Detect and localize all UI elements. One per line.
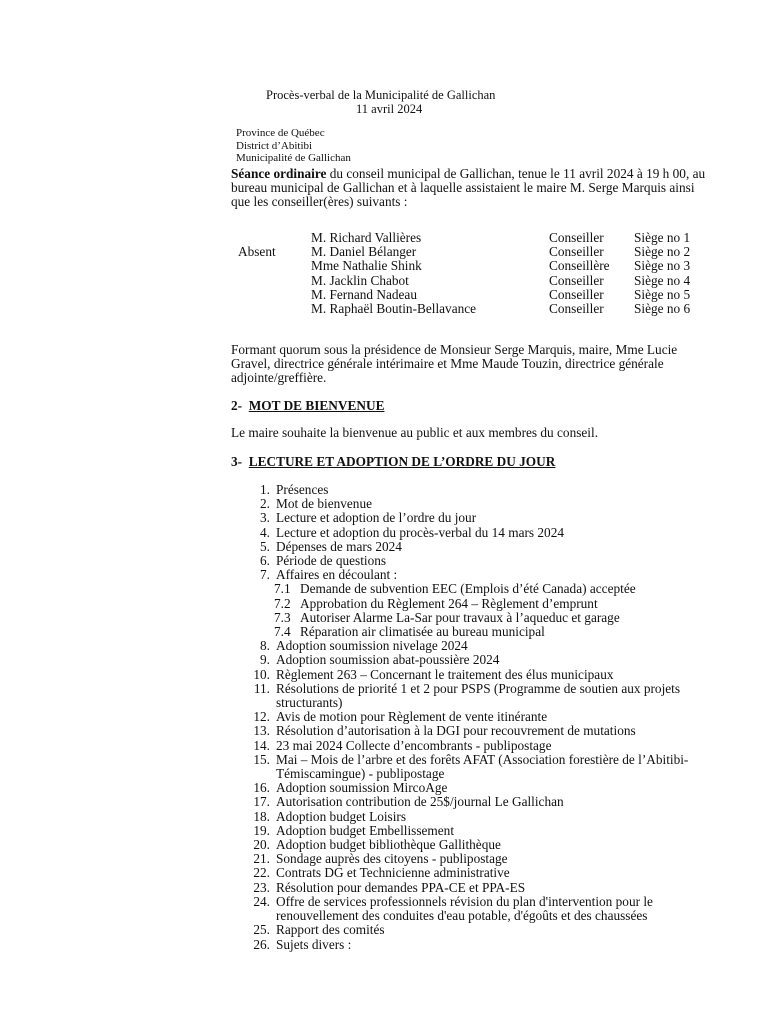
agenda-item-text: Sujets divers : <box>276 936 352 952</box>
intro-paragraph <box>231 167 711 210</box>
agenda-item-text: Adoption budget bibliothèque Gallithèque <box>276 837 501 853</box>
agenda-item <box>250 639 720 653</box>
agenda-item-text: Sondage auprès des citoyens - publipostage <box>276 851 508 867</box>
agenda-item-number: 13. <box>253 723 270 739</box>
agenda-item-number: 24. <box>253 893 270 909</box>
agenda-item-number: 12. <box>253 709 270 725</box>
agenda-item <box>250 511 720 525</box>
agenda-item <box>250 483 720 497</box>
section-3-title: LECTURE ET ADOPTION DE L’ORDRE DU JOUR <box>248 454 556 469</box>
agenda-item-number: 9. <box>260 652 270 668</box>
council-seat: Siège no 3 <box>634 258 691 274</box>
agenda-list <box>250 483 720 952</box>
agenda-item-text: Contrats DG et Technicienne administrative <box>276 865 510 881</box>
agenda-item <box>250 568 720 582</box>
quorum-paragraph: Formant quorum sous la présidence de Monsieur Serge Marquis, maire, Mme Lucie Gravel, directrice générale intérimaire et Mme Maude Touzin, directrice générale adjointe/greffière. <box>231 342 678 386</box>
agenda-item-number: 11. <box>253 680 270 696</box>
agenda-item-text: Rapport des comités <box>276 922 385 938</box>
agenda-item-text: Mai – Mois de l’arbre et des forêts AFAT (Association forestière de l’Abitibi-Témiscamingue) - publipostage <box>276 751 689 782</box>
agenda-item-text: Réparation air climatisée au bureau municipal <box>300 624 545 640</box>
council-name: M. Jacklin Chabot <box>311 272 409 288</box>
document-date: 11 avril 2024 <box>356 102 423 116</box>
region-district: District d’Abitibi <box>236 139 313 152</box>
agenda-item <box>250 938 720 952</box>
agenda-item-number: 18. <box>253 808 270 824</box>
section-2-title: MOT DE BIENVENUE <box>248 398 385 413</box>
agenda-item-number: 7. <box>260 567 270 583</box>
council-seat: Siège no 4 <box>634 272 691 288</box>
agenda-subitem <box>250 597 720 611</box>
agenda-item-text: Affaires en découlant : <box>276 567 398 583</box>
council-role: Conseiller <box>549 286 604 302</box>
agenda-item-text: Adoption budget Embellissement <box>276 822 455 838</box>
agenda-item <box>250 781 720 795</box>
agenda-item-text: Approbation du Règlement 264 – Règlement d’emprunt <box>300 595 598 611</box>
document-title: Procès-verbal de la Municipalité de Gallichan <box>266 88 496 102</box>
agenda-item-number: 16. <box>253 780 270 796</box>
agenda-item-text: Adoption soumission nivelage 2024 <box>276 638 468 654</box>
agenda-item-number: 23. <box>253 879 270 895</box>
council-name: M. Daniel Bélanger <box>311 244 417 260</box>
agenda-item-text: Adoption soumission abat-poussière 2024 <box>276 652 500 668</box>
agenda-item-number: 7.1 <box>274 581 291 597</box>
agenda-item-text: Adoption soumission MircoAge <box>276 780 448 796</box>
section-3-heading <box>231 455 555 469</box>
agenda-item-text: Adoption budget Loisirs <box>276 808 407 824</box>
agenda-item <box>250 923 720 937</box>
agenda-item <box>250 682 720 710</box>
region-municipality: Municipalité de Gallichan <box>236 152 351 164</box>
agenda-item <box>250 753 720 781</box>
welcome-paragraph: Le maire souhaite la bienvenue au public et aux membres du conseil. <box>231 425 599 440</box>
council-role: Conseiller <box>549 244 604 260</box>
council-seat: Siège no 2 <box>634 244 691 260</box>
agenda-item <box>250 810 720 824</box>
agenda-item <box>250 881 720 895</box>
council-role: Conseiller <box>549 272 604 288</box>
agenda-item <box>250 668 720 682</box>
agenda-item-text: Autoriser Alarme La-Sar pour travaux à l’aqueduc et garage <box>300 609 620 625</box>
agenda-item-text: Résolution pour demandes PPA-CE et PPA-ES <box>276 879 526 895</box>
agenda-item-text: Dépenses de mars 2024 <box>276 538 402 554</box>
agenda-subitem <box>250 582 720 596</box>
section-3-number: 3- <box>231 454 243 469</box>
agenda-item <box>250 526 720 540</box>
council-seat: Siège no 1 <box>634 230 691 245</box>
agenda-item <box>250 795 720 809</box>
section-2-number: 2- <box>231 398 243 413</box>
agenda-item-number: 20. <box>253 837 270 853</box>
agenda-item-number: 5. <box>260 538 270 554</box>
agenda-item-text: Résolutions de priorité 1 et 2 pour PSPS (Programme de soutien aux projets structurants) <box>276 680 681 711</box>
agenda-subitem <box>250 625 720 639</box>
council-name: M. Fernand Nadeau <box>311 286 417 302</box>
agenda-item-number: 25. <box>253 922 270 938</box>
agenda-item-text: Avis de motion pour Règlement de vente itinérante <box>276 709 548 725</box>
council-role: Conseiller <box>549 300 604 316</box>
agenda-item <box>250 824 720 838</box>
section-2-heading <box>231 399 384 413</box>
council-name: M. Raphaël Boutin-Bellavance <box>311 300 477 316</box>
agenda-item-text: Autorisation contribution de 25$/journal Le Gallichan <box>276 794 564 810</box>
agenda-item <box>250 739 720 753</box>
council-name: Mme Nathalie Shink <box>311 258 422 274</box>
agenda-subitem <box>250 611 720 625</box>
agenda-item <box>250 724 720 738</box>
agenda-item-number: 7.4 <box>274 624 291 640</box>
agenda-item-text: Offre de services professionnels révision du plan d'intervention pour le renouvellement des conduites d'eau potable, d'égoûts et des chaussées <box>276 893 653 924</box>
agenda-item-text: 23 mai 2024 Collecte d’encombrants - publipostage <box>276 737 552 753</box>
agenda-item-number: 22. <box>253 865 270 881</box>
agenda-item-text: Mot de bienvenue <box>276 496 373 512</box>
agenda-item <box>250 653 720 667</box>
agenda-item-text: Règlement 263 – Concernant le traitement des élus municipaux <box>276 666 614 682</box>
agenda-item-number: 14. <box>253 737 270 753</box>
agenda-item <box>250 710 720 724</box>
agenda-item-number: 26. <box>253 936 270 952</box>
council-role: Conseiller <box>549 230 604 245</box>
agenda-item <box>250 852 720 866</box>
agenda-item <box>250 554 720 568</box>
agenda-item <box>250 497 720 511</box>
agenda-item <box>250 838 720 852</box>
council-seat: Siège no 6 <box>634 300 691 316</box>
agenda-item-number: 7.2 <box>274 595 291 611</box>
agenda-item-number: 4. <box>260 524 270 540</box>
agenda-item-text: Lecture et adoption du procès-verbal du 14 mars 2024 <box>276 524 565 540</box>
council-seat: Siège no 5 <box>634 286 691 302</box>
agenda-item-text: Présences <box>276 482 329 497</box>
agenda-item-number: 7.3 <box>274 609 291 625</box>
agenda-item <box>250 866 720 880</box>
agenda-item <box>250 895 720 923</box>
agenda-item-number: 1. <box>260 482 270 497</box>
agenda-item-text: Demande de subvention EEC (Emplois d’été Canada) acceptée <box>300 581 636 597</box>
intro-text: du conseil municipal de Gallichan, tenue le 11 avril 2024 à 19 h 00, au bureau municipal de Gallichan et à laquelle assistaient le maire M. Serge Marquis ainsi que les conseiller(ères) suivants : <box>231 166 706 210</box>
region-province: Province de Québec <box>236 127 325 139</box>
intro-bold: Séance ordinaire <box>231 166 327 181</box>
agenda-item-text: Résolution d’autorisation à la DGI pour recouvrement de mutations <box>276 723 636 739</box>
agenda-item-number: 21. <box>253 851 270 867</box>
region-block <box>236 127 351 165</box>
council-role: Conseillère <box>549 258 610 274</box>
agenda-item-number: 8. <box>260 638 270 654</box>
agenda-item-number: 19. <box>253 822 270 838</box>
agenda-item-text: Lecture et adoption de l’ordre du jour <box>276 510 477 526</box>
agenda-item <box>250 540 720 554</box>
council-absent: Absent <box>238 244 276 260</box>
council-name: M. Richard Vallières <box>311 230 422 245</box>
agenda-item-number: 17. <box>253 794 270 810</box>
agenda-item-number: 3. <box>260 510 270 526</box>
agenda-item-text: Période de questions <box>276 553 387 569</box>
agenda-item-number: 2. <box>260 496 270 512</box>
agenda-item-number: 15. <box>253 751 270 767</box>
agenda-item-number: 10. <box>253 666 270 682</box>
agenda-item-number: 6. <box>260 553 270 569</box>
